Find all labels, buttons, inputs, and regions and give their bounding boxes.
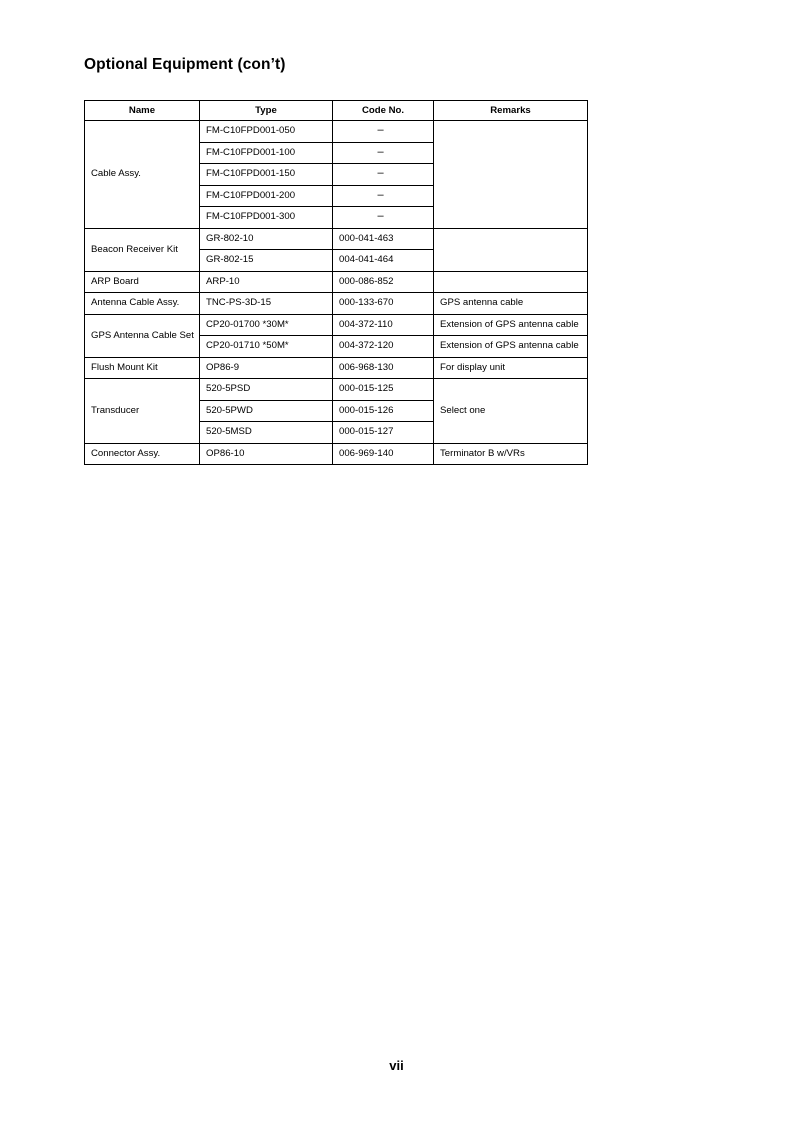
cell-type-text: OP86-9: [206, 361, 240, 373]
cell-type: [200, 336, 333, 358]
cell-code: [333, 164, 434, 186]
cell-code: [333, 271, 434, 293]
cell-type: [200, 443, 333, 465]
cell-type-text: FM-C10FPD001-100: [206, 146, 296, 158]
table-body: [85, 121, 588, 465]
cell-code: [333, 185, 434, 207]
cell-code-text: –: [377, 124, 384, 137]
cell-name-text: GPS Antenna Cable Set: [91, 329, 194, 341]
cell-remarks: [434, 293, 588, 315]
page-title: Optional Equipment (con’t): [84, 56, 286, 73]
cell-type-text: CP20-01710 *50M*: [206, 340, 289, 352]
cell-type-text: 520-5MSD: [206, 426, 252, 438]
cell-code-text: –: [377, 145, 384, 158]
cell-code-text: 000-086-852: [339, 275, 394, 287]
cell-code: [333, 250, 434, 272]
cell-type-text: FM-C10FPD001-050: [206, 125, 296, 137]
cell-remarks: [434, 443, 588, 465]
cell-code: [333, 207, 434, 229]
cell-code-text: 006-969-140: [339, 447, 394, 459]
cell-type-text: GR-802-10: [206, 232, 254, 244]
cell-name-text: Flush Mount Kit: [91, 361, 158, 373]
cell-remarks: [434, 121, 588, 229]
cell-code: [333, 443, 434, 465]
cell-code-text: –: [377, 210, 384, 223]
cell-remarks-text: Extension of GPS antenna cable: [440, 318, 579, 330]
cell-remarks-text: Select one: [440, 404, 486, 416]
cell-type-text: TNC-PS-3D-15: [206, 297, 272, 309]
cell-name: [85, 271, 200, 293]
cell-remarks: [434, 336, 588, 358]
cell-remarks: [434, 314, 588, 336]
cell-type: [200, 207, 333, 229]
cell-name-text: Beacon Receiver Kit: [91, 243, 178, 255]
table-row: [85, 293, 588, 315]
cell-code: [333, 379, 434, 401]
table-row: [85, 228, 588, 250]
cell-remarks: [434, 357, 588, 379]
cell-remarks: [434, 379, 588, 444]
cell-type: [200, 164, 333, 186]
column-header-name: Name: [85, 101, 200, 121]
cell-remarks-text: [434, 280, 587, 284]
cell-type: [200, 314, 333, 336]
table-row: [85, 271, 588, 293]
cell-type-text: FM-C10FPD001-300: [206, 211, 296, 223]
cell-remarks-text: GPS antenna cable: [440, 297, 524, 309]
cell-name: [85, 228, 200, 271]
cell-type: [200, 121, 333, 143]
cell-code-text: 000-041-463: [339, 232, 394, 244]
cell-type: [200, 379, 333, 401]
cell-remarks-text: [434, 248, 587, 252]
cell-code: [333, 228, 434, 250]
cell-name: [85, 293, 200, 315]
cell-type: [200, 357, 333, 379]
cell-type-text: OP86-10: [206, 447, 245, 459]
cell-type-text: ARP-10: [206, 275, 240, 287]
cell-remarks: [434, 228, 588, 271]
cell-name-text: Transducer: [91, 404, 140, 416]
cell-code-text: 004-041-464: [339, 254, 394, 266]
cell-type: [200, 142, 333, 164]
cell-code: [333, 357, 434, 379]
cell-type: [200, 293, 333, 315]
cell-type-text: 520-5PSD: [206, 383, 251, 395]
cell-type: [200, 400, 333, 422]
column-header-remarks: Remarks: [434, 101, 588, 121]
cell-type: [200, 250, 333, 272]
column-header-code: Code No.: [333, 101, 434, 121]
column-header-type: Type: [200, 101, 333, 121]
cell-code: [333, 314, 434, 336]
cell-code: [333, 293, 434, 315]
cell-name: [85, 121, 200, 229]
cell-code: [333, 400, 434, 422]
cell-type: [200, 422, 333, 444]
cell-remarks-text: [434, 172, 587, 176]
cell-code: [333, 422, 434, 444]
table-row: [85, 443, 588, 465]
cell-code-text: 006-968-130: [339, 361, 394, 373]
cell-code-text: 004-372-120: [339, 340, 394, 352]
page-number: vii: [389, 1058, 404, 1073]
cell-type: [200, 271, 333, 293]
cell-code: [333, 142, 434, 164]
cell-name-text: ARP Board: [91, 275, 139, 287]
cell-type-text: GR-802-15: [206, 254, 254, 266]
cell-code: [333, 336, 434, 358]
cell-name: [85, 379, 200, 444]
cell-code-text: 004-372-110: [339, 318, 393, 330]
table-row: [85, 121, 588, 143]
cell-type-text: FM-C10FPD001-200: [206, 189, 296, 201]
optional-equipment-table: [84, 100, 588, 465]
cell-code-text: 000-015-127: [339, 426, 394, 438]
cell-type: [200, 185, 333, 207]
table-row: [85, 357, 588, 379]
cell-remarks: [434, 271, 588, 293]
cell-code-text: 000-015-125: [339, 383, 394, 395]
optional-equipment-table-wrapper: [84, 100, 587, 465]
cell-remarks-text: For display unit: [440, 361, 506, 373]
cell-name: [85, 314, 200, 357]
cell-name-text: Connector Assy.: [91, 447, 161, 459]
cell-name: [85, 357, 200, 379]
cell-code-text: 000-133-670: [339, 297, 394, 309]
cell-name: [85, 443, 200, 465]
cell-code: [333, 121, 434, 143]
cell-remarks-text: Extension of GPS antenna cable: [440, 340, 579, 352]
cell-type: [200, 228, 333, 250]
table-header-row: [85, 101, 588, 121]
cell-remarks-text: Terminator B w/VRs: [440, 447, 525, 459]
cell-code-text: 000-015-126: [339, 404, 394, 416]
cell-type-text: CP20-01700 *30M*: [206, 318, 289, 330]
cell-name-text: Antenna Cable Assy.: [91, 297, 180, 309]
cell-code-text: –: [377, 167, 384, 180]
table-row: [85, 314, 588, 336]
cell-name-text: Cable Assy.: [91, 168, 141, 180]
table-row: [85, 379, 588, 401]
cell-type-text: 520-5PWD: [206, 404, 253, 416]
cell-type-text: FM-C10FPD001-150: [206, 168, 296, 180]
cell-code-text: –: [377, 188, 384, 201]
